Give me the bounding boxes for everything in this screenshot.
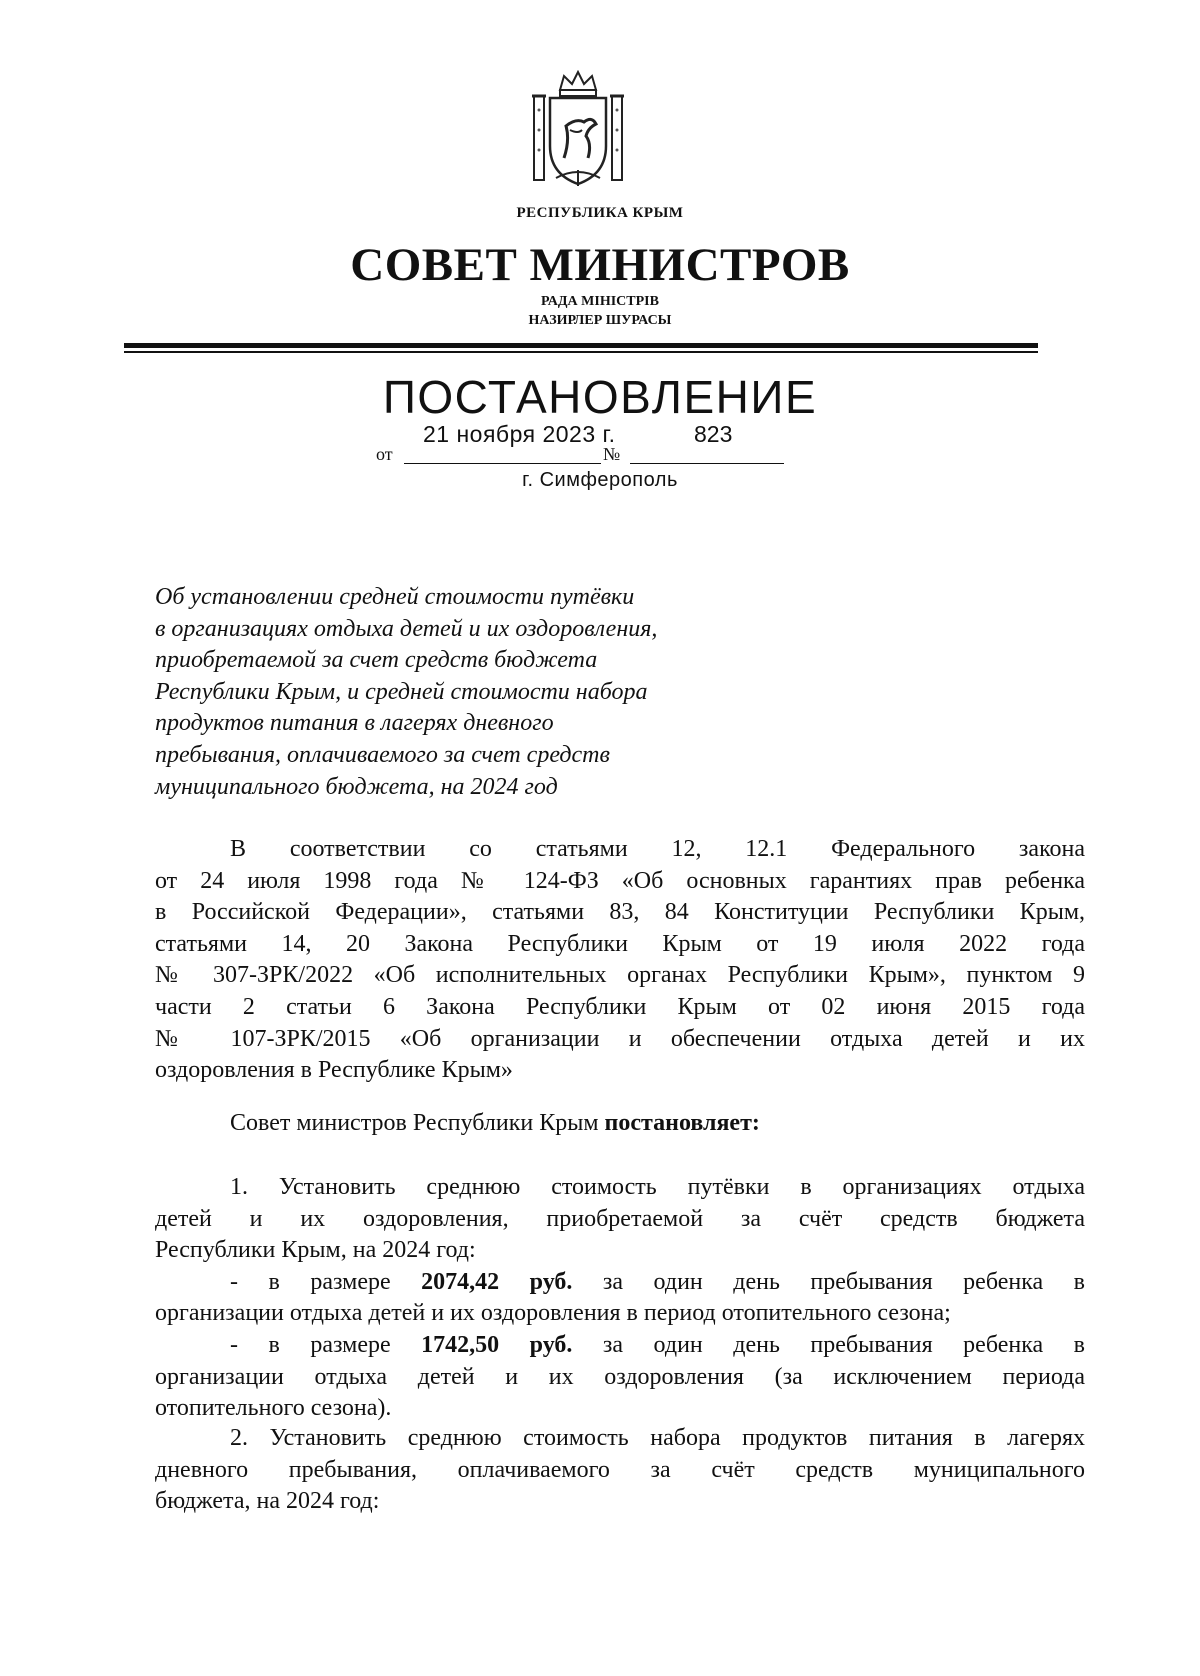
preamble-line: № 107-ЗРК/2015 «Об организации и обеспечении отдыха детей и их	[155, 1025, 1085, 1052]
rate-1-line	[155, 1267, 1085, 1299]
preamble-line: статьями 14, 20 Закона Республики Крым от 19 июля 2022 года	[155, 930, 1085, 957]
subject-line: продуктов питания в лагерях дневного	[155, 710, 554, 737]
item-1-line: 1. Установить среднюю стоимость путёвки в организациях отдыха	[230, 1174, 1085, 1200]
item-1-line: детей и их оздоровления, приобретаемой за счёт средств бюджета	[155, 1205, 1085, 1232]
preamble-line: оздоровления в Республике Крым»	[155, 1057, 513, 1084]
item-1	[155, 1172, 1085, 1425]
subject-line: приобретаемой за счет средств бюджета	[155, 647, 598, 674]
subject-line: муниципального бюджета, на 2024 год	[155, 773, 558, 800]
rate-2-suffix: за один день пребывания ребенка в	[572, 1331, 1086, 1358]
header-rule-thick	[124, 343, 1038, 348]
preamble-line: части 2 статьи 6 Закона Республики Крым от 02 июня 2015 года	[155, 993, 1085, 1020]
rate-1-line: организации отдыха детей и их оздоровления в период отопительного сезона;	[155, 1300, 951, 1327]
date-label: от	[376, 444, 393, 464]
rate-1-amount: 2074,42 руб.	[421, 1268, 573, 1295]
council-title: СОВЕТ МИНИСТРОВ	[350, 239, 850, 291]
rate-2-line: организации отдыха детей и их оздоровления (за исключением периода	[155, 1363, 1085, 1390]
rate-2-line	[155, 1330, 1085, 1362]
resolves-paragraph	[155, 1108, 1085, 1140]
city-name: г. Симферополь	[522, 469, 678, 491]
rate-1-suffix: за один день пребывания ребенка в	[572, 1268, 1086, 1295]
document-number: 823	[694, 421, 733, 447]
number-underline	[630, 463, 784, 464]
item-2	[155, 1423, 1085, 1518]
resolves-text: Совет министров Республики Крым	[230, 1110, 605, 1136]
item-2-line: дневного пребывания, оплачиваемого за счёт средств муниципального	[155, 1456, 1085, 1483]
resolves-verb: постановляет:	[604, 1110, 760, 1136]
preamble-line: в Российской Федерации», статьями 83, 84 Конституции Республики Крым,	[155, 899, 1085, 926]
number-label: №	[603, 444, 621, 464]
rate-1-prefix: - в размере	[230, 1268, 422, 1295]
preamble-line: № 307-ЗРК/2022 «Об исполнительных органах Республики Крым», пунктом 9	[155, 962, 1085, 989]
document-type: ПОСТАНОВЛЕНИЕ	[382, 371, 818, 423]
preamble-line: от 24 июля 1998 года № 124-ФЗ «Об основных гарантиях прав ребенка	[155, 867, 1085, 894]
republic-name: РЕСПУБЛИКА КРЫМ	[516, 205, 684, 221]
coat-of-arms-emblem	[526, 70, 630, 190]
council-title-ukrainian: РАДА МІНІСТРІВ	[541, 294, 659, 309]
date-underline	[404, 463, 601, 464]
item-1-line: Республики Крым, на 2024 год:	[155, 1237, 476, 1264]
preamble-paragraph	[155, 834, 1085, 1087]
resolves-line	[155, 1108, 1085, 1140]
rate-2-amount: 1742,50 руб.	[421, 1331, 573, 1358]
council-title-crimean-tatar: НАЗИРЛЕР ШУРАСЫ	[528, 313, 672, 328]
preamble-line: В соответствии со статьями 12, 12.1 Федерального закона	[230, 836, 1085, 862]
rate-2-line: отопительного сезона).	[155, 1395, 392, 1422]
subject-line: пребывания, оплачиваемого за счет средств	[155, 741, 610, 768]
item-2-line: 2. Установить среднюю стоимость набора продуктов питания в лагерях	[230, 1425, 1085, 1451]
header-rule-thin	[124, 351, 1038, 353]
subject-line: Об установлении средней стоимости путёвки	[155, 584, 635, 610]
subject-line: в организациях отдыха детей и их оздоровления,	[155, 615, 658, 642]
document-date: 21 ноября 2023 г.	[423, 421, 616, 447]
subject-line: Республики Крым, и средней стоимости набора	[155, 678, 648, 705]
rate-2-prefix: - в размере	[230, 1331, 422, 1358]
item-2-line: бюджета, на 2024 год:	[155, 1488, 380, 1515]
document-subject	[155, 582, 755, 803]
